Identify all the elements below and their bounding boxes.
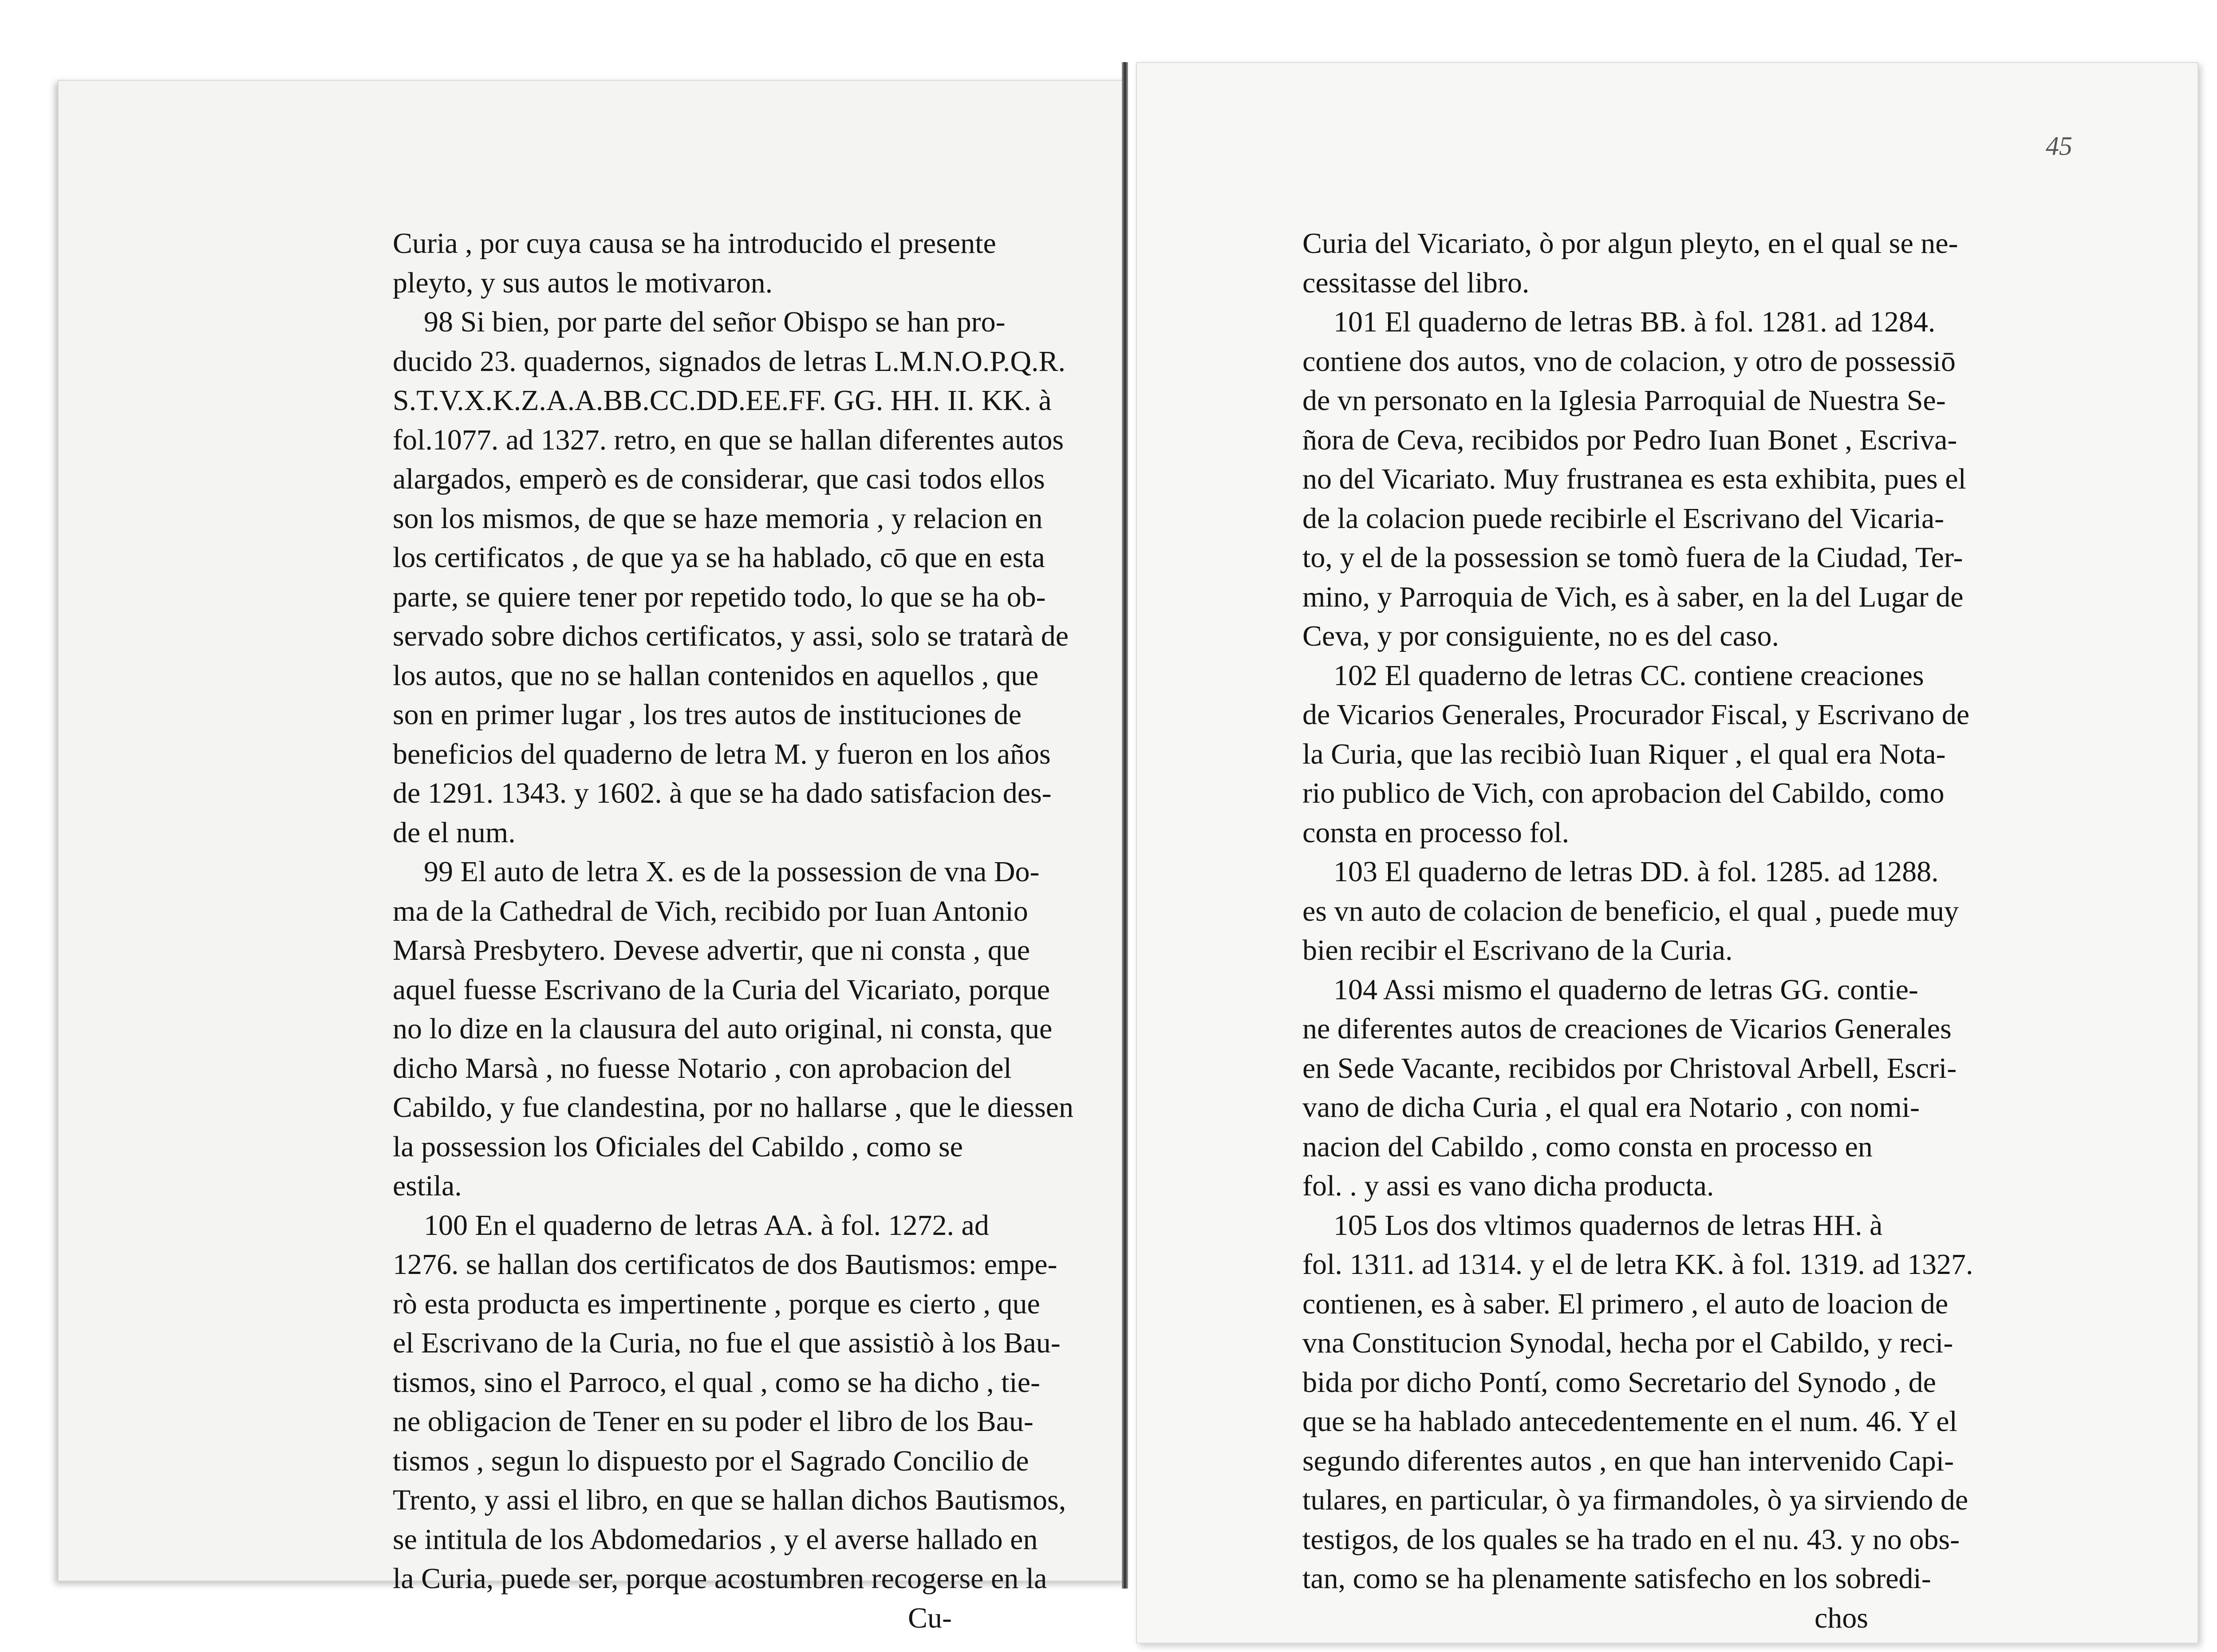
text-line: ducido 23. quadernos, signados de letras L.M.N.O.P.Q.R.: [393, 345, 1066, 378]
text-line: alargados, emperò es de considerar, que casi todos ellos: [393, 463, 1045, 495]
right-page-text: [1302, 224, 1973, 1638]
text-line: no lo dize en la clausura del auto original, ni consta, que: [393, 1013, 1053, 1045]
text-line: de la colacion puede recibirle el Escrivano del Vicaria-: [1302, 502, 1945, 535]
text-line: segundo diferentes autos , en que han intervenido Capi-: [1302, 1444, 1954, 1477]
catchword: chos: [1815, 1601, 1868, 1634]
text-line: tismos, sino el Parroco, el qual , como se ha dicho , tie-: [393, 1366, 1041, 1399]
text-line: 102 El quaderno de letras CC. contiene creaciones: [1333, 659, 1924, 692]
text-line: tismos , segun lo dispuesto por el Sagrado Concilio de: [393, 1444, 1029, 1477]
text-line: 103 El quaderno de letras DD. à fol. 1285. ad 1288.: [1333, 856, 1939, 888]
text-line: 100 En el quaderno de letras AA. à fol. 1272. ad: [424, 1209, 989, 1242]
text-line: fol.1077. ad 1327. retro, en que se hallan diferentes autos: [393, 423, 1064, 456]
text-line: los autos, que no se hallan contenidos en aquellos , que: [393, 659, 1039, 692]
text-line: Marsà Presbytero. Devese advertir, que ni consta , que: [393, 934, 1030, 966]
text-line: vna Constitucion Synodal, hecha por el Cabildo, y reci-: [1302, 1327, 1953, 1359]
text-line: Ceva, y por consiguiente, no es del caso.: [1302, 620, 1779, 652]
text-line: de Vicarios Generales, Procurador Fiscal, y Escrivano de: [1302, 698, 1970, 731]
text-line: parte, se quiere tener por repetido todo, lo que se ha ob-: [393, 580, 1046, 613]
text-line: la possession los Oficiales del Cabildo , como se: [393, 1130, 963, 1163]
text-line: dicho Marsà , no fuesse Notario , con aprobacion del: [393, 1052, 1012, 1084]
text-line: no del Vicariato. Muy frustranea es esta exhibita, pues el: [1302, 463, 1966, 495]
text-line: fol. 1311. ad 1314. y el de letra KK. à fol. 1319. ad 1327.: [1302, 1248, 1973, 1281]
text-line: es vn auto de colacion de beneficio, el qual , puede muy: [1302, 895, 1959, 927]
text-line: mino, y Parroquia de Vich, es à saber, en la del Lugar de: [1302, 580, 1964, 613]
text-line: Trento, y assi el libro, en que se hallan dichos Bautismos,: [393, 1484, 1066, 1516]
text-line: contiene dos autos, vno de colacion, y otro de possessiō: [1302, 345, 1956, 378]
text-line: de vn personato en la Iglesia Parroquial de Nuestra Se-: [1302, 384, 1946, 417]
text-line: la Curia, puede ser, porque acostumbren recogerse en la: [393, 1562, 1047, 1595]
folio-number: 45: [2046, 131, 2072, 161]
text-line: contienen, es à saber. El primero , el auto de loacion de: [1302, 1287, 1949, 1320]
text-line: 98 Si bien, por parte del señor Obispo se han pro-: [424, 306, 1006, 338]
text-line: son los mismos, de que se haze memoria , y relacion en: [393, 502, 1043, 535]
text-line: Curia , por cuya causa se ha introducido el presente: [393, 227, 996, 260]
text-line: aquel fuesse Escrivano de la Curia del Vicariato, porque: [393, 973, 1050, 1006]
text-line: nacion del Cabildo , como consta en processo en: [1302, 1130, 1873, 1163]
text-line: servado sobre dichos certificatos, y assi, solo se tratarà de: [393, 620, 1069, 652]
book-gutter: [1122, 62, 1128, 1589]
text-line: beneficios del quaderno de letra M. y fueron en los años: [393, 737, 1051, 770]
text-line: los certificatos , de que ya se ha hablado, cō que en esta: [393, 541, 1045, 574]
text-line: ne obligacion de Tener en su poder el libro de los Bau-: [393, 1405, 1034, 1438]
text-line: pleyto, y sus autos le motivaron.: [393, 266, 773, 299]
left-page-text: [393, 224, 1074, 1638]
text-line: bien recibir el Escrivano de la Curia.: [1302, 934, 1733, 966]
catchword: Cu-: [908, 1601, 952, 1634]
text-line: ñora de Ceva, recibidos por Pedro Iuan Bonet , Escriva-: [1302, 423, 1957, 456]
text-line: ne diferentes autos de creaciones de Vicarios Generales: [1302, 1013, 1952, 1045]
text-line: tan, como se ha plenamente satisfecho en los sobredi-: [1302, 1562, 1931, 1595]
text-line: 104 Assi mismo el quaderno de letras GG. contie-: [1333, 973, 1918, 1006]
text-line: fol. . y assi es vano dicha producta.: [1302, 1170, 1714, 1202]
text-line: consta en processo fol.: [1302, 816, 1570, 849]
text-line: testigos, de los quales se ha trado en el nu. 43. y no obs-: [1302, 1523, 1960, 1556]
text-line: 101 El quaderno de letras BB. à fol. 1281. ad 1284.: [1333, 306, 1936, 338]
text-line: cessitasse del libro.: [1302, 266, 1530, 299]
text-line: vano de dicha Curia , el qual era Notario , con nomi-: [1302, 1091, 1920, 1124]
text-line: 1276. se hallan dos certificatos de dos Bautismos: empe-: [393, 1248, 1057, 1281]
text-line: Cabildo, y fue clandestina, por no hallarse , que le diessen: [393, 1091, 1074, 1124]
text-line: to, y el de la possession se tomò fuera de la Ciudad, Ter-: [1302, 541, 1963, 574]
text-line: son en primer lugar , los tres autos de instituciones de: [393, 698, 1022, 731]
text-line: en Sede Vacante, recibidos por Christoval Arbell, Escri-: [1302, 1052, 1957, 1084]
text-line: de 1291. 1343. y 1602. à que se ha dado satisfacion des-: [393, 777, 1052, 809]
text-line: la Curia, que las recibiò Iuan Riquer , el qual era Nota-: [1302, 737, 1946, 770]
text-line: S.T.V.X.K.Z.A.A.BB.CC.DD.EE.FF. GG. HH. II. KK. à: [393, 384, 1052, 417]
text-line: ma de la Cathedral de Vich, recibido por Iuan Antonio: [393, 895, 1028, 927]
text-line: rò esta producta es impertinente , porque es cierto , que: [393, 1287, 1040, 1320]
text-line: se intitula de los Abdomedarios , y el averse hallado en: [393, 1523, 1038, 1556]
text-line: tulares, en particular, ò ya firmandoles, ò ya sirviendo de: [1302, 1484, 1968, 1516]
text-line: rio publico de Vich, con aprobacion del Cabildo, como: [1302, 777, 1945, 809]
text-line: 99 El auto de letra X. es de la possession de vna Do-: [424, 856, 1040, 888]
text-line: bida por dicho Pontí, como Secretario del Synodo , de: [1302, 1366, 1936, 1399]
text-line: 105 Los dos vltimos quadernos de letras HH. à: [1333, 1209, 1883, 1242]
text-line: Curia del Vicariato, ò por algun pleyto, en el qual se ne-: [1302, 227, 1958, 260]
text-line: el Escrivano de la Curia, no fue el que assistiò à los Bau-: [393, 1327, 1061, 1359]
text-line: estila.: [393, 1170, 462, 1202]
text-line: de el num.: [393, 816, 516, 849]
text-line: que se ha hablado antecedentemente en el num. 46. Y el: [1302, 1405, 1957, 1438]
